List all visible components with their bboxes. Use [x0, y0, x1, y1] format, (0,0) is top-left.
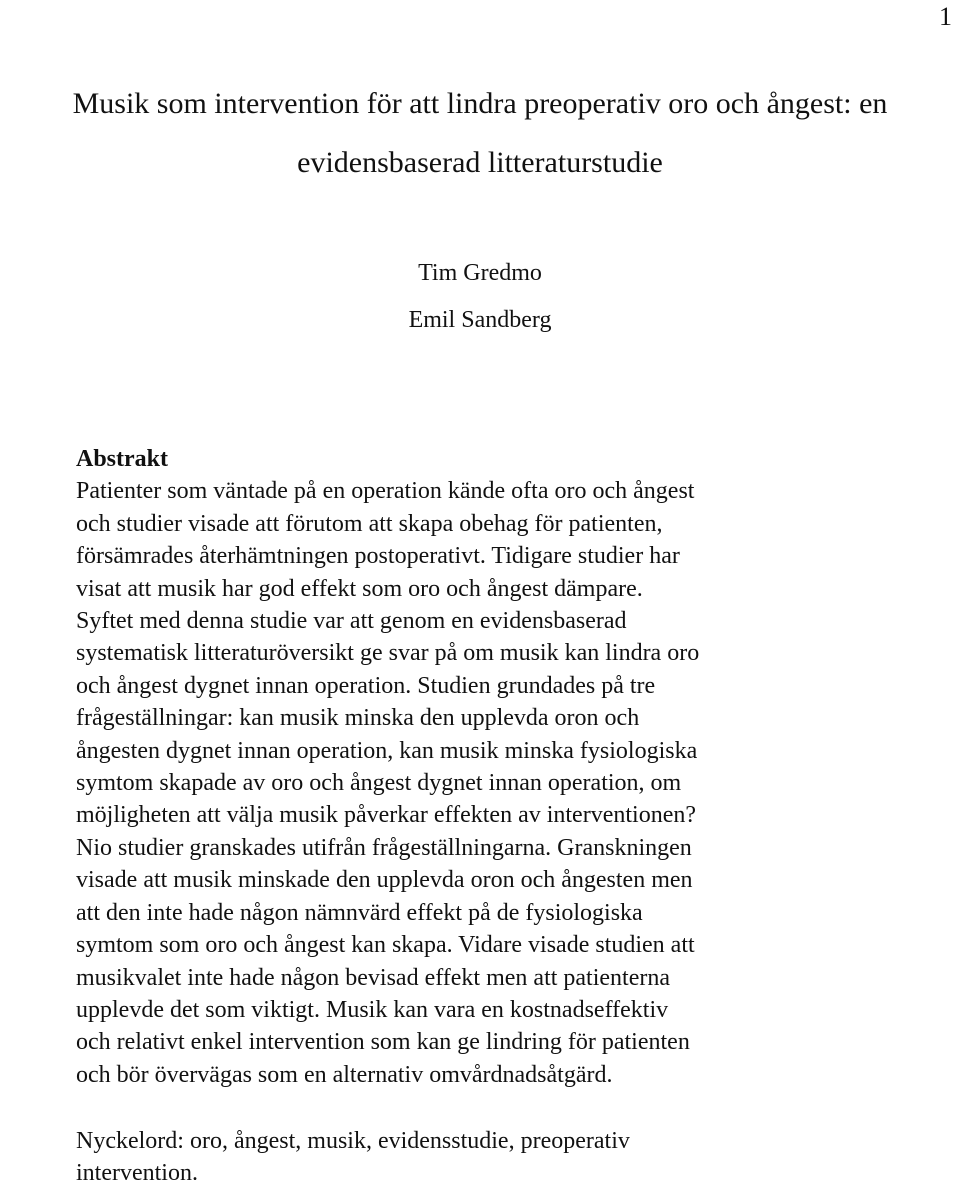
abstract-line: möjligheten att välja musik påverkar effekten av interventionen? — [76, 802, 696, 829]
abstract-line: symtom som oro och ångest kan skapa. Vidare visade studien att — [76, 932, 695, 959]
abstract-line: frågeställningar: kan musik minska den upplevda oron och — [76, 705, 640, 732]
abstract-line: systematisk litteraturöversikt ge svar på om musik kan lindra oro — [76, 640, 700, 667]
abstract-line: att den inte hade någon nämnvärd effekt på de fysiologiska — [76, 899, 643, 926]
abstract-line: försämrades återhämtningen postoperativt. Tidigare studier har — [76, 543, 680, 570]
title-line: evidensbaserad litteraturstudie — [297, 146, 663, 179]
abstract-line: upplevde det som viktigt. Musik kan vara en kostnadseffektiv — [76, 996, 669, 1023]
keywords-section — [76, 1125, 816, 1190]
author-name: Emil Sandberg — [408, 307, 552, 333]
abstract-line: och ångest dygnet innan operation. Studien grundades på tre — [76, 672, 656, 699]
title-line: Musik som intervention för att lindra preoperativ oro och ångest: en — [72, 87, 888, 120]
abstract-line: visade att musik minskade den upplevda oron och ångesten men — [76, 867, 693, 894]
abstract-line: ångesten dygnet innan operation, kan musik minska fysiologiska — [76, 737, 698, 764]
abstract-section — [76, 443, 816, 1091]
abstract-line: musikvalet inte hade någon bevisad effekt men att patienterna — [76, 964, 671, 991]
abstract-line: visat att musik har god effekt som oro och ångest dämpare. — [76, 575, 643, 602]
abstract-line: Syftet med denna studie var att genom en evidensbaserad — [76, 608, 627, 635]
abstract-line: Nio studier granskades utifrån frågeställningarna. Granskningen — [76, 834, 692, 861]
abstract-line: och studier visade att förutom att skapa obehag för patienten, — [76, 510, 663, 537]
abstract-line: symtom skapade av oro och ångest dygnet innan operation, om — [76, 770, 682, 797]
keywords-line: Nyckelord: oro, ångest, musik, evidensstudie, preoperativ — [76, 1128, 630, 1154]
abstract-heading: Abstrakt — [76, 446, 169, 472]
page-number: 1 — [939, 2, 952, 31]
abstract-line: Patienter som väntade på en operation kände ofta oro och ångest — [76, 478, 695, 505]
abstract-line: och relativt enkel intervention som kan ge lindring för patienten — [76, 1029, 690, 1056]
author-list — [0, 250, 960, 344]
abstract-line: och bör övervägas som en alternativ omvårdnadsåtgärd. — [76, 1061, 613, 1088]
author-name: Tim Gredmo — [418, 260, 542, 286]
keywords-line: intervention. — [76, 1160, 198, 1187]
